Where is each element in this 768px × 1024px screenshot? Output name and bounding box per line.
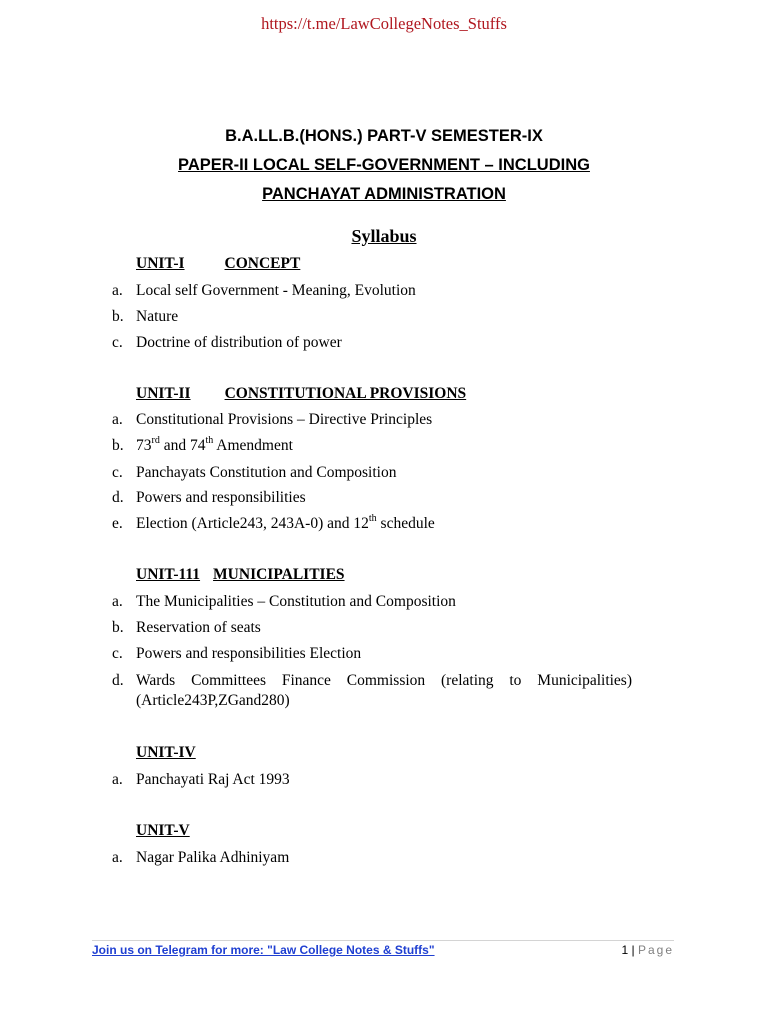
unit-heading: UNIT-II CONSTITUTIONAL PROVISIONS (136, 385, 467, 402)
list-item-text: Powers and responsibilities (136, 489, 306, 506)
list-item-text: 73rd and 74th Amendment (136, 434, 293, 454)
list-marker: b. (112, 619, 124, 636)
list-item-text: The Municipalities – Constitution and Composition (136, 593, 456, 610)
list-marker: c. (112, 645, 123, 662)
footer-telegram-link[interactable]: Join us on Telegram for more: "Law College Notes & Stuffs" (92, 943, 435, 957)
list-item-text: Doctrine of distribution of power (136, 334, 342, 351)
page-indicator (621, 943, 674, 957)
header-telegram-link[interactable]: https://t.me/LawCollegeNotes_Stuffs (261, 14, 507, 33)
list-marker: a. (112, 411, 123, 428)
list-marker: c. (112, 464, 123, 481)
list-item-text: Election (Article243, 243A-0) and 12th schedule (136, 512, 435, 532)
list-marker: c. (112, 334, 123, 351)
list-marker: a. (112, 771, 123, 788)
list-item-text: Constitutional Provisions – Directive Principles (136, 411, 433, 428)
unit-heading: UNIT-V (136, 822, 190, 839)
syllabus-heading: Syllabus (351, 226, 417, 246)
page-label: Page (637, 943, 674, 957)
list-marker: a. (112, 282, 123, 299)
list-marker: d. (112, 489, 124, 506)
unit-heading: UNIT-I CONCEPT (136, 255, 301, 272)
page-separator: | (631, 943, 635, 957)
page-number: 1 (621, 943, 629, 957)
list-marker: a. (112, 849, 123, 866)
list-marker: d. (112, 672, 124, 689)
unit-heading: UNIT-IV (136, 744, 196, 761)
document-title-block (0, 122, 768, 209)
list-marker: a. (112, 593, 123, 610)
list-marker: b. (112, 437, 124, 454)
list-item-text: Reservation of seats (136, 619, 261, 636)
footer-divider (92, 940, 674, 941)
list-marker: e. (112, 515, 123, 532)
list-item-text: Wards Committees Finance Commission (relating to Municipalities) (Article243P,ZGand280) (136, 672, 632, 709)
list-item-text: Powers and responsibilities Election (136, 645, 362, 662)
list-item-text: Local self Government - Meaning, Evolution (136, 282, 416, 299)
paper-title-line-1: PAPER-II LOCAL SELF-GOVERNMENT – INCLUDING (178, 156, 590, 174)
list-item-text: Panchayati Raj Act 1993 (136, 771, 290, 788)
list-item-text: Panchayats Constitution and Composition (136, 464, 397, 481)
course-title: B.A.LL.B.(HONS.) PART-V SEMESTER-IX (225, 127, 543, 145)
list-marker: b. (112, 308, 124, 325)
list-item-text: Nature (136, 308, 179, 325)
paper-title-line-2: PANCHAYAT ADMINISTRATION (262, 185, 506, 203)
list-item-text: Nagar Palika Adhiniyam (136, 849, 290, 866)
unit-heading: UNIT-111 MUNICIPALITIES (136, 566, 345, 583)
